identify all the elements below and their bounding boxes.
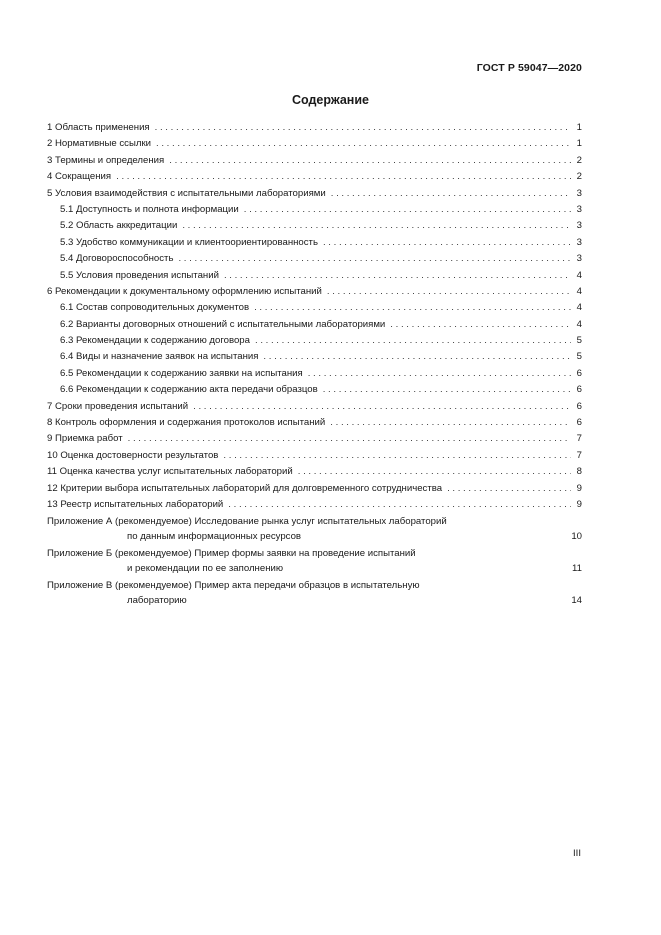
toc-entry-page: 5 [576, 351, 582, 363]
document-code: ГОСТ Р 59047—2020 [476, 62, 582, 74]
toc-entry-page: 9 [576, 482, 582, 494]
toc-entry-6[interactable] [47, 284, 582, 300]
toc-entry-11[interactable] [47, 464, 582, 480]
dot-leader [330, 415, 571, 431]
toc-entry-page: 3 [576, 203, 582, 215]
toc-appendix-title: Приложение А (рекомендуемое) Исследование рынка услуг испытательных лабораторий [47, 516, 447, 528]
toc-entry-label: 5.5 Условия проведения испытаний [60, 269, 219, 281]
toc-entry-label: 3 Термины и определения [47, 154, 165, 166]
toc-appendix-title: Приложение Б (рекомендуемое) Пример формы заявки на проведение испытаний [47, 548, 416, 560]
toc-entry-page: 8 [576, 466, 582, 478]
toc-entry-5-5[interactable] [47, 268, 582, 284]
toc-entry-6-4[interactable] [47, 349, 582, 365]
toc-entry-5-4[interactable] [47, 251, 582, 267]
dot-leader [128, 431, 571, 447]
toc-entry-label: 6.1 Состав сопроводительных документов [60, 302, 250, 314]
toc-entry-page: 3 [576, 187, 582, 199]
dot-leader [327, 284, 571, 300]
toc-entry-label: 5.3 Удобство коммуникации и клиентоориентированность [60, 236, 318, 248]
toc-entry-label: 13 Реестр испытательных лабораторий [47, 498, 224, 510]
toc-title: Содержание [291, 93, 369, 107]
toc-entry-6-1[interactable] [47, 300, 582, 316]
toc-entry-8[interactable] [47, 415, 582, 431]
toc-entry-page: 4 [576, 302, 582, 314]
dot-leader [323, 382, 571, 398]
dot-leader [323, 235, 571, 251]
toc-entry-page: 4 [576, 318, 582, 330]
dot-leader [244, 202, 571, 218]
toc-entry-label: 5 Условия взаимодействия с испытательными лабораториями [47, 187, 326, 199]
toc-entry-page: 11 [572, 562, 582, 574]
toc-entry-1[interactable] [47, 120, 582, 136]
toc-entry-label: 6.3 Рекомендации к содержанию договора [60, 335, 250, 347]
toc-appendix-b[interactable] [47, 546, 582, 577]
dot-leader [298, 464, 571, 480]
toc-entry-label: 10 Оценка достоверности результатов [47, 449, 219, 461]
toc-entry-label: 6 Рекомендации к документальному оформлению испытаний [47, 285, 322, 297]
toc-entry-label: 12 Критерии выбора испытательных лабораторий для долговременного сотрудничества [47, 482, 443, 494]
page-number: III [573, 848, 581, 859]
dot-leader [182, 218, 571, 234]
toc-entry-page: 1 [576, 122, 582, 133]
toc-entry-page: 3 [576, 253, 582, 265]
toc-appendix-a[interactable] [47, 514, 582, 545]
dot-leader [308, 366, 571, 382]
dot-leader [255, 333, 571, 349]
toc-entry-page: 3 [576, 236, 582, 248]
toc-entry-page: 6 [576, 367, 582, 379]
dot-leader [331, 186, 571, 202]
toc-entry-label: 9 Приемка работ [47, 433, 123, 445]
toc-entry-label: 1 Область применения [47, 122, 150, 133]
toc-entry-page: 7 [576, 433, 582, 445]
toc-entry-label: 11 Оценка качества услуг испытательных лабораторий [47, 466, 293, 478]
dot-leader [390, 317, 571, 333]
toc-entry-13[interactable] [47, 497, 582, 513]
toc-entry-4[interactable] [47, 169, 582, 185]
toc-entry-page: 2 [576, 154, 582, 166]
toc-entry-6-3[interactable] [47, 333, 582, 349]
toc-entry-6-5[interactable] [47, 366, 582, 382]
dot-leader [447, 481, 571, 497]
toc-entry-5-2[interactable] [47, 218, 582, 234]
dot-leader [193, 399, 571, 415]
dot-leader [169, 153, 571, 169]
toc-appendix-title-cont: и рекомендации по ее заполнению [127, 562, 284, 574]
toc-entry-label: 7 Сроки проведения испытаний [47, 400, 189, 412]
toc-entry-label: 5.2 Область аккредитации [60, 220, 178, 232]
toc-entry-label: 6.6 Рекомендации к содержанию акта передачи образцов [60, 384, 318, 396]
toc-appendix-v[interactable] [47, 578, 582, 609]
dot-leader [224, 268, 571, 284]
toc-entry-6-6[interactable] [47, 382, 582, 398]
toc-entry-label: 5.1 Доступность и полнота информации [60, 203, 239, 215]
toc-appendix-title: Приложение В (рекомендуемое) Пример акта передачи образцов в испытательную [47, 580, 420, 592]
toc-entry-5[interactable] [47, 186, 582, 202]
toc-entry-page: 7 [576, 449, 582, 461]
dot-leader [156, 136, 571, 152]
toc-entry-page: 10 [571, 530, 582, 542]
toc-appendix-title-cont: лабораторию [127, 594, 187, 606]
toc-entry-label: 5.4 Договороспособность [60, 253, 174, 265]
toc-entry-page: 4 [576, 269, 582, 281]
dot-leader [254, 300, 571, 316]
toc-entry-page: 5 [576, 335, 582, 347]
toc-entry-label: 4 Сокращения [47, 171, 112, 183]
dot-leader [155, 120, 571, 136]
toc-entry-9[interactable] [47, 431, 582, 447]
toc-entry-page: 1 [576, 138, 582, 150]
toc-entry-7[interactable] [47, 399, 582, 415]
toc-entry-label: 6.4 Виды и назначение заявок на испытания [60, 351, 259, 363]
toc-entry-page: 9 [576, 498, 582, 510]
toc-entry-page: 3 [576, 220, 582, 232]
toc-entry-2[interactable] [47, 136, 582, 152]
dot-leader [263, 349, 571, 365]
toc-entry-label: 2 Нормативные ссылки [47, 138, 152, 150]
toc-entry-page: 2 [576, 171, 582, 183]
toc-entry-label: 6.2 Варианты договорных отношений с испытательными лабораториями [60, 318, 386, 330]
table-of-contents [47, 120, 582, 609]
toc-entry-12[interactable] [47, 481, 582, 497]
toc-entry-page: 6 [576, 384, 582, 396]
dot-leader [178, 251, 571, 267]
dot-leader [116, 169, 571, 185]
toc-entry-5-1[interactable] [47, 202, 582, 218]
dot-leader [228, 497, 571, 513]
toc-entry-6-2[interactable] [47, 317, 582, 333]
toc-entry-page: 6 [576, 417, 582, 429]
toc-entry-3[interactable] [47, 153, 582, 169]
toc-entry-label: 8 Контроль оформления и содержания протоколов испытаний [47, 417, 326, 429]
toc-entry-5-3[interactable] [47, 235, 582, 251]
toc-entry-10[interactable] [47, 448, 582, 464]
toc-entry-page: 4 [576, 285, 582, 297]
toc-entry-page: 6 [576, 400, 582, 412]
toc-appendix-title-cont: по данным информационных ресурсов [127, 530, 302, 542]
toc-entry-label: 6.5 Рекомендации к содержанию заявки на испытания [60, 367, 303, 379]
toc-entry-page: 14 [571, 594, 582, 606]
dot-leader [223, 448, 571, 464]
